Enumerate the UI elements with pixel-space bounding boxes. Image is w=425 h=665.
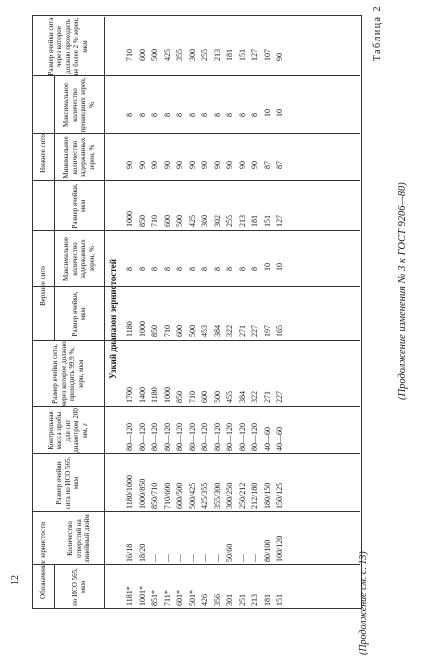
- table-cell: 8: [150, 267, 159, 271]
- table-cell: 90: [187, 161, 197, 169]
- table-cell: 851*: [150, 590, 159, 606]
- table-cell: 10: [262, 263, 272, 271]
- column-upper-size: [124, 289, 287, 337]
- table-cell: 355/300: [212, 482, 222, 509]
- column-pass-last: [124, 19, 287, 61]
- table-cell: 227: [275, 391, 284, 403]
- table-cell: 710/600: [162, 482, 172, 509]
- table-cell: 80/100: [262, 539, 272, 562]
- table-cell: 90: [200, 161, 209, 169]
- table-cell: 1000: [162, 387, 172, 403]
- table-cell: 87: [275, 161, 284, 169]
- table-cell: 150/125: [275, 482, 284, 509]
- table-cell: 80—120: [162, 423, 172, 451]
- table-cell: 8: [225, 267, 234, 271]
- table-cell: —: [175, 554, 184, 562]
- table-cell: 90: [175, 161, 184, 169]
- hdr-sieve-size: Размер ячейки сита по ИСО 565, мкм: [55, 456, 81, 510]
- table-cell: 250/212: [237, 482, 247, 509]
- table-cell: —: [237, 554, 247, 562]
- table-cell: 426: [200, 594, 209, 606]
- hdr-passing-99-9: Размер ячейки сита, через которое должно проходить 99,9 %, зерн, мкм: [51, 341, 85, 407]
- table-cell: 8: [125, 113, 134, 117]
- table-cell: 40—60: [275, 427, 284, 451]
- table-cell: 384: [237, 391, 247, 403]
- table-cell: 271: [262, 391, 272, 403]
- hdr-iso565: по ИСО 565, мкм: [70, 568, 87, 606]
- table-cell: 90: [125, 161, 134, 169]
- column-lower-min: [124, 135, 287, 169]
- table-cell: 213: [250, 594, 259, 606]
- table-cell: 710: [187, 391, 197, 403]
- table-cell: 300: [187, 49, 197, 61]
- table-cell: 90: [225, 161, 234, 169]
- table-cell: 8: [175, 113, 184, 117]
- table-cell: 301: [225, 594, 234, 606]
- table-cell: 151: [275, 594, 284, 606]
- table-cell: 8: [200, 267, 209, 271]
- table-cell: 165: [275, 325, 284, 337]
- hdr-upper-max: Максимальное количество задержанных зерен, %: [62, 236, 96, 282]
- table-cell: 850: [137, 215, 147, 227]
- table-cell: 8: [137, 113, 147, 117]
- table-cell: 1000: [137, 321, 147, 337]
- table-cell: —: [150, 554, 159, 562]
- table-cell: 710: [150, 215, 159, 227]
- table-cell: 90: [162, 161, 172, 169]
- table-cell: 1180/1000: [125, 475, 134, 509]
- table-cell: 500: [150, 49, 159, 61]
- table-cell: 197: [262, 325, 272, 337]
- table-cell: 40—60: [262, 427, 272, 451]
- table-cell: 80—120: [125, 423, 134, 451]
- subheader-rule: [54, 565, 55, 609]
- table-cell: 180/150: [262, 482, 272, 509]
- table-cell: 500: [212, 391, 222, 403]
- table-cell: 80—120: [187, 423, 197, 451]
- hdr-lower-sieve: Нижнее сито: [38, 134, 47, 173]
- hdr-designation: Обозначение зернистости: [38, 522, 47, 599]
- table-cell: 500: [175, 215, 184, 227]
- table-cell: 455: [225, 391, 234, 403]
- table-cell: 355: [175, 49, 184, 61]
- table-cell: 8: [187, 267, 197, 271]
- table-cell: 302: [212, 215, 222, 227]
- table-cell: 271: [237, 325, 247, 337]
- table-cell: 322: [250, 391, 259, 403]
- column-passing-99-9: [124, 343, 287, 403]
- hdr-upper-size: Размер ячейки, мкм: [70, 291, 87, 337]
- table-cell: 212/180: [250, 482, 259, 509]
- table-cell: 8: [237, 113, 247, 117]
- table-cell: 384: [212, 325, 222, 337]
- column-sieve-size: [124, 455, 287, 509]
- table-cell: 80—120: [237, 423, 247, 451]
- table-cell: 80—120: [175, 423, 184, 451]
- subheader-rule: [54, 231, 55, 341]
- grain-size-table: [32, 15, 362, 609]
- table-cell: 425/355: [200, 482, 209, 509]
- table-cell: 151: [262, 215, 272, 227]
- table-cell: 127: [250, 49, 259, 61]
- table-caption: Таблица 2: [372, 5, 383, 62]
- table-cell: 425: [162, 49, 172, 61]
- section-title: Узкий диапазон зернистостей: [108, 259, 118, 379]
- table-cell: 18/20: [137, 543, 147, 562]
- table-cell: 500: [187, 325, 197, 337]
- table-cell: 227: [250, 325, 259, 337]
- column-lower-max: [124, 77, 287, 117]
- table-cell: 1000/850: [137, 478, 147, 509]
- table-cell: 356: [212, 594, 222, 606]
- table-cell: 90: [150, 161, 159, 169]
- column-holes: [124, 514, 287, 562]
- table-cell: 213: [237, 215, 247, 227]
- continued-note: (Продолжение см. с. 13): [358, 551, 369, 655]
- table-cell: 50/60: [225, 543, 234, 562]
- table-cell: —: [200, 554, 209, 562]
- table-cell: 127: [275, 215, 284, 227]
- table-cell: 151: [237, 49, 247, 61]
- table-cell: 80—120: [150, 423, 159, 451]
- table-cell: 100/120: [275, 535, 284, 562]
- table-cell: 213: [212, 49, 222, 61]
- table-cell: 600: [137, 49, 147, 61]
- table-cell: 1000: [125, 211, 134, 227]
- table-cell: —: [212, 554, 222, 562]
- table-cell: 8: [187, 113, 197, 117]
- table-cell: 501*: [187, 590, 197, 606]
- table-cell: 10: [275, 263, 284, 271]
- table-cell: 8: [237, 267, 247, 271]
- table-cell: 8: [200, 113, 209, 117]
- hdr-lower-min: Минимальное количество задержанных зерен, %: [62, 136, 96, 179]
- hdr-lower-size: Размер ячейки, мкм: [70, 183, 87, 229]
- column-upper-max: [124, 233, 287, 271]
- table-cell: 600: [175, 325, 184, 337]
- table-cell: —: [250, 554, 259, 562]
- table-cell: 8: [212, 267, 222, 271]
- hdr-control-mass: Контрольная масса пробы для сит диаметром 200 мм, г: [46, 408, 89, 453]
- table-cell: 8: [125, 267, 134, 271]
- table-cell: 10: [262, 109, 272, 117]
- column-iso565: [124, 566, 287, 606]
- header-bottom-rule: [104, 17, 105, 609]
- table-cell: 8: [150, 113, 159, 117]
- table-cell: 711*: [162, 590, 172, 606]
- table-cell: 16/18: [125, 543, 134, 562]
- table-cell: 8: [175, 267, 184, 271]
- table-cell: 425: [187, 215, 197, 227]
- table-cell: 1180: [150, 387, 159, 403]
- table-cell: 255: [225, 215, 234, 227]
- hdr-upper-sieve: Верхнее сито: [38, 266, 47, 306]
- table-cell: 181: [250, 215, 259, 227]
- subheader-rule: [54, 76, 55, 231]
- table-cell: 90: [212, 161, 222, 169]
- table-cell: 80—120: [212, 423, 222, 451]
- table-cell: 8: [137, 267, 147, 271]
- table-cell: 255: [200, 49, 209, 61]
- table-cell: 850/710: [150, 482, 159, 509]
- table-cell: 500/425: [187, 482, 197, 509]
- table-cell: 600/500: [175, 482, 184, 509]
- table-cell: 80—120: [137, 423, 147, 451]
- table-cell: 600: [162, 215, 172, 227]
- table-cell: 181: [262, 594, 272, 606]
- table-cell: —: [187, 554, 197, 562]
- table-cell: 600: [200, 391, 209, 403]
- page-number: 12: [10, 575, 21, 585]
- continuation-header: (Продолжение изменения № 3 к ГОСТ 9206—80): [397, 182, 408, 400]
- table-cell: 710: [162, 325, 172, 337]
- table-cell: 90: [237, 161, 247, 169]
- table-cell: 8: [162, 267, 172, 271]
- table-cell: 181: [225, 49, 234, 61]
- table-cell: 8: [212, 113, 222, 117]
- table-cell: 87: [262, 161, 272, 169]
- table-cell: 300/250: [225, 482, 234, 509]
- table-cell: 850: [175, 391, 184, 403]
- table-cell: 90: [275, 53, 284, 61]
- table-cell: 8: [225, 113, 234, 117]
- table-cell: 322: [225, 325, 234, 337]
- table-cell: 90: [137, 161, 147, 169]
- table-cell: 8: [250, 267, 259, 271]
- table-cell: —: [162, 554, 172, 562]
- table-cell: 80—120: [200, 423, 209, 451]
- table-cell: 1400: [137, 387, 147, 403]
- table-cell: 80—120: [250, 423, 259, 451]
- table-cell: 80—120: [225, 423, 234, 451]
- hdr-lower-max: Максимальное количество прошедших зерен, %: [62, 77, 96, 133]
- table-cell: 710: [125, 49, 134, 61]
- column-lower-size: [124, 183, 287, 227]
- table-cell: 251: [237, 594, 247, 606]
- table-cell: 1001*: [137, 586, 147, 606]
- table-cell: 8: [162, 113, 172, 117]
- table-cell: 10: [275, 109, 284, 117]
- table-cell: 360: [200, 215, 209, 227]
- table-cell: 90: [250, 161, 259, 169]
- table-cell: 601*: [175, 590, 184, 606]
- table-cell: 1181*: [125, 586, 134, 606]
- table-cell: 8: [250, 113, 259, 117]
- table-cell: 453: [200, 325, 209, 337]
- hdr-pass-last: Размер ячейки сита через которое должно проходить не более 2 % зерен, мкм: [46, 17, 89, 76]
- hdr-holes: Количество отверстий на линейный дюйм: [66, 514, 92, 563]
- table-cell: 1700: [125, 387, 134, 403]
- table-cell: 850: [150, 325, 159, 337]
- table-cell: 1180: [125, 321, 134, 337]
- table-cell: 107: [262, 49, 272, 61]
- column-control-mass: [124, 408, 287, 451]
